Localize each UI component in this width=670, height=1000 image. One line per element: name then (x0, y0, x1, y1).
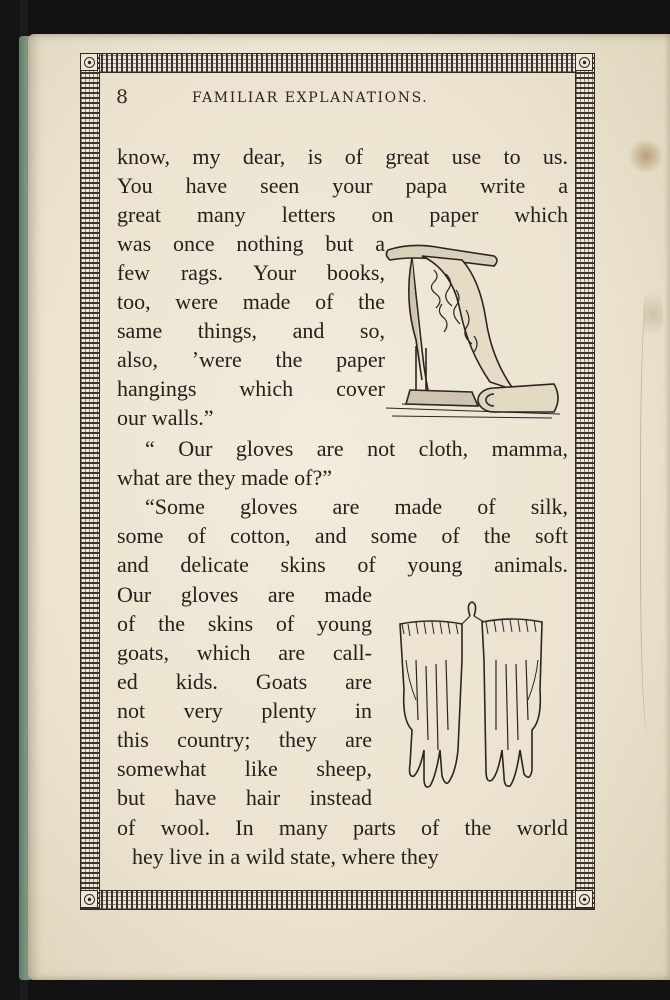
text-line: “Some gloves are made of silk, (145, 494, 568, 519)
border-corner-rosette (80, 53, 98, 71)
text-line: our walls.” (117, 405, 214, 430)
border-top (80, 53, 595, 73)
border-corner-rosette (575, 890, 593, 908)
text-line: too, were made of the (117, 289, 385, 314)
border-right (575, 53, 595, 910)
gloves-icon (396, 600, 548, 800)
text-line: hangings which cover (117, 376, 385, 401)
text-line: hey live in a wild state, where they (132, 844, 439, 869)
text-line: some of cotton, and some of the soft (117, 523, 568, 548)
border-bottom (80, 890, 595, 910)
text-line: of wool. In many parts of the world (117, 815, 568, 840)
text-line: ed kids. Goats are (117, 669, 372, 694)
paper-roll-icon (382, 240, 564, 420)
border-left (80, 53, 100, 910)
border-corner-rosette (80, 890, 98, 908)
text-line: but have hair instead (117, 785, 372, 810)
text-line: You have seen your papa write a (117, 173, 568, 198)
text-line: know, my dear, is of great use to us. (117, 144, 568, 169)
text-line: great many letters on paper which (117, 202, 568, 227)
text-line: of the skins of young (117, 611, 372, 636)
page-fold (640, 294, 659, 734)
text-line: same things, and so, (117, 318, 385, 343)
text-line: Our gloves are made (117, 582, 372, 607)
border-corner-rosette (575, 53, 593, 71)
text-line: what are they made of?” (117, 465, 332, 490)
page-number: 8 (116, 86, 129, 108)
running-head: FAMILIAR EXPLANATIONS. (192, 90, 429, 106)
text-line: goats, which are call- (117, 640, 372, 665)
text-line: somewhat like sheep, (117, 756, 372, 781)
text-line: was once nothing but a (117, 231, 385, 256)
page-stain (626, 140, 666, 172)
text-line: not very plenty in (117, 698, 372, 723)
text-line: few rags. Your books, (117, 260, 385, 285)
text-line: also, ʼwere the paper (117, 347, 385, 372)
text-line: and delicate skins of young animals. (117, 552, 568, 577)
text-line: this country; they are (117, 727, 372, 752)
text-line: “ Our gloves are not cloth, mamma, (145, 436, 568, 461)
